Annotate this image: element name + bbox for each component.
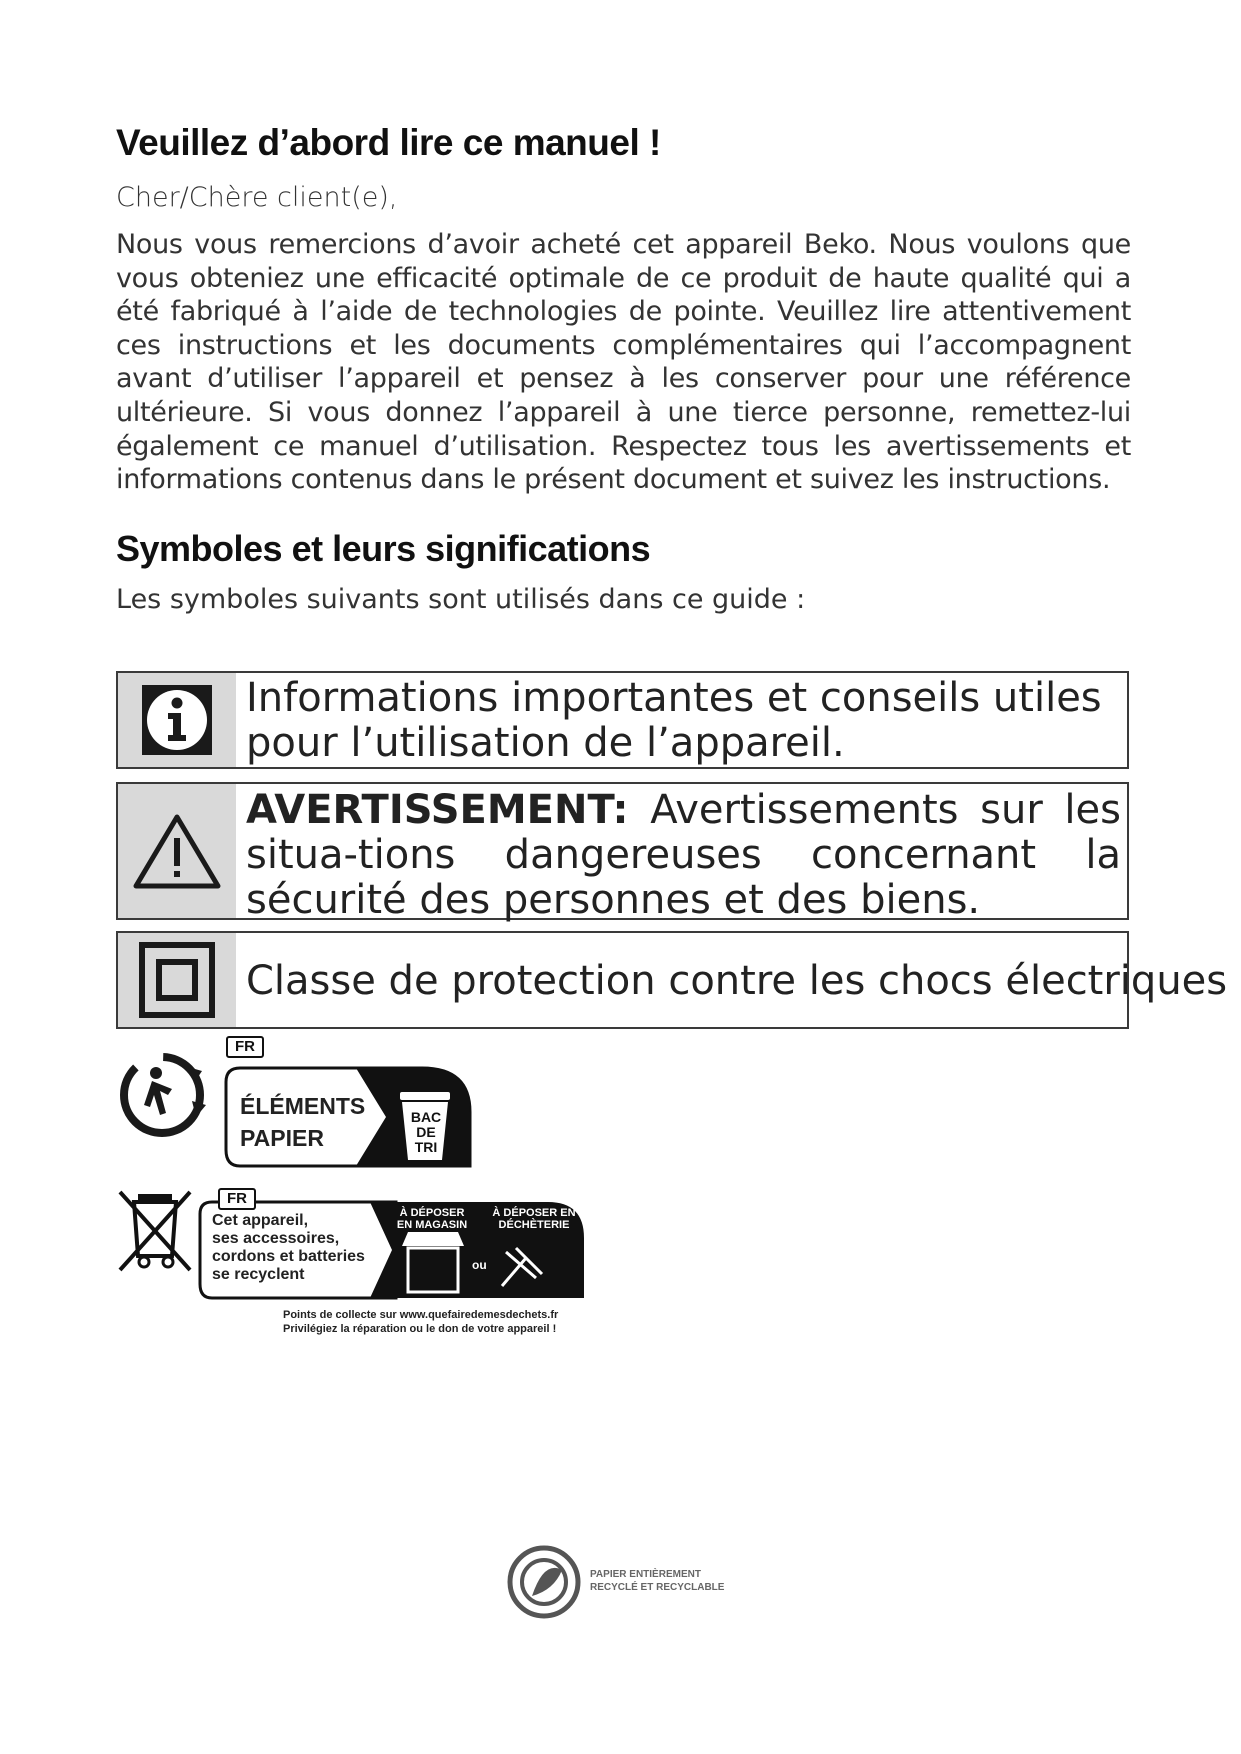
symbol-row-protection [116,931,1228,1029]
paper-label-country: FR [226,1036,264,1058]
weee-line2: ses accessoires, [212,1230,340,1247]
intro-paragraph: Nous vous remercions d’avoir acheté cet appareil Beko. Nous voulons que vous obteniez une efficacité optimale de ce produit de haute qualité qui a été fabriqué à l’aide de technologies de pointe. Veuillez lire attentivement ces instructions et les documents complémentaires qui l’accompagnent avant d’utiliser l’appareil et pensez à les conserver pour une référence ultérieure. Si vous donnez l’appareil à une tierce personne, remettez-lui également ce manuel d’utilisation. Respectez tous les avertissements et informations contenus dans le présent document et suivez les instructions. [116,229,1131,496]
weee-line1: Cet appareil, [212,1212,309,1229]
deposit-store: À DÉPOSER EN MAGASIN [396,1207,468,1231]
greeting: Cher/Chère client(e), [116,182,398,213]
double-insulation-icon [138,941,216,1019]
collection-points-text: Points de collecte sur www.quefairedemesdechets.fr [283,1309,559,1321]
warning-label: AVERTISSEMENT: [246,787,629,833]
weee-line3: cordons et batteries [212,1248,365,1265]
warning-icon [132,812,222,890]
eco-line2: RECYCLÉ ET RECYCLABLE [590,1582,725,1593]
weee-label-country: FR [218,1188,256,1210]
deposit-center: À DÉPOSER EN DÉCHÈTERIE [492,1207,576,1231]
eco-line1: PAPIER ENTIÈREMENT [590,1569,701,1580]
repair-text: Privilégiez la réparation ou le don de votre appareil ! [283,1323,557,1335]
recycled-paper-icon [502,1540,586,1624]
protection-text: Classe de protection contre les chocs électriques [246,958,1228,1004]
paper-label-line1: ÉLÉMENTS [240,1093,366,1119]
symbol-row-info [116,671,1129,769]
triman-recycling-icon [116,1045,212,1141]
or-label: ou [472,1258,487,1272]
page-title: Veuillez d’abord lire ce manuel ! [116,122,661,163]
info-text: Informations importantes et conseils utiles pour l’utilisation de l’appareil. [246,675,1102,766]
warning-text: Avertissements sur les situa-tions dangereuses concernant la sécurité des personnes et des biens. [246,787,1121,923]
weee-line4: se recyclent [212,1266,305,1283]
info-icon [140,683,214,757]
paper-label-line2: PAPIER [240,1125,324,1151]
symbols-intro: Les symboles suivants sont utilisés dans ce guide : [116,584,806,615]
crossed-bin-icon [116,1188,194,1274]
symbols-heading: Symboles et leurs significations [116,528,651,569]
symbol-row-warning [116,782,1129,923]
bin-text: BAC DE TRI [410,1109,442,1155]
